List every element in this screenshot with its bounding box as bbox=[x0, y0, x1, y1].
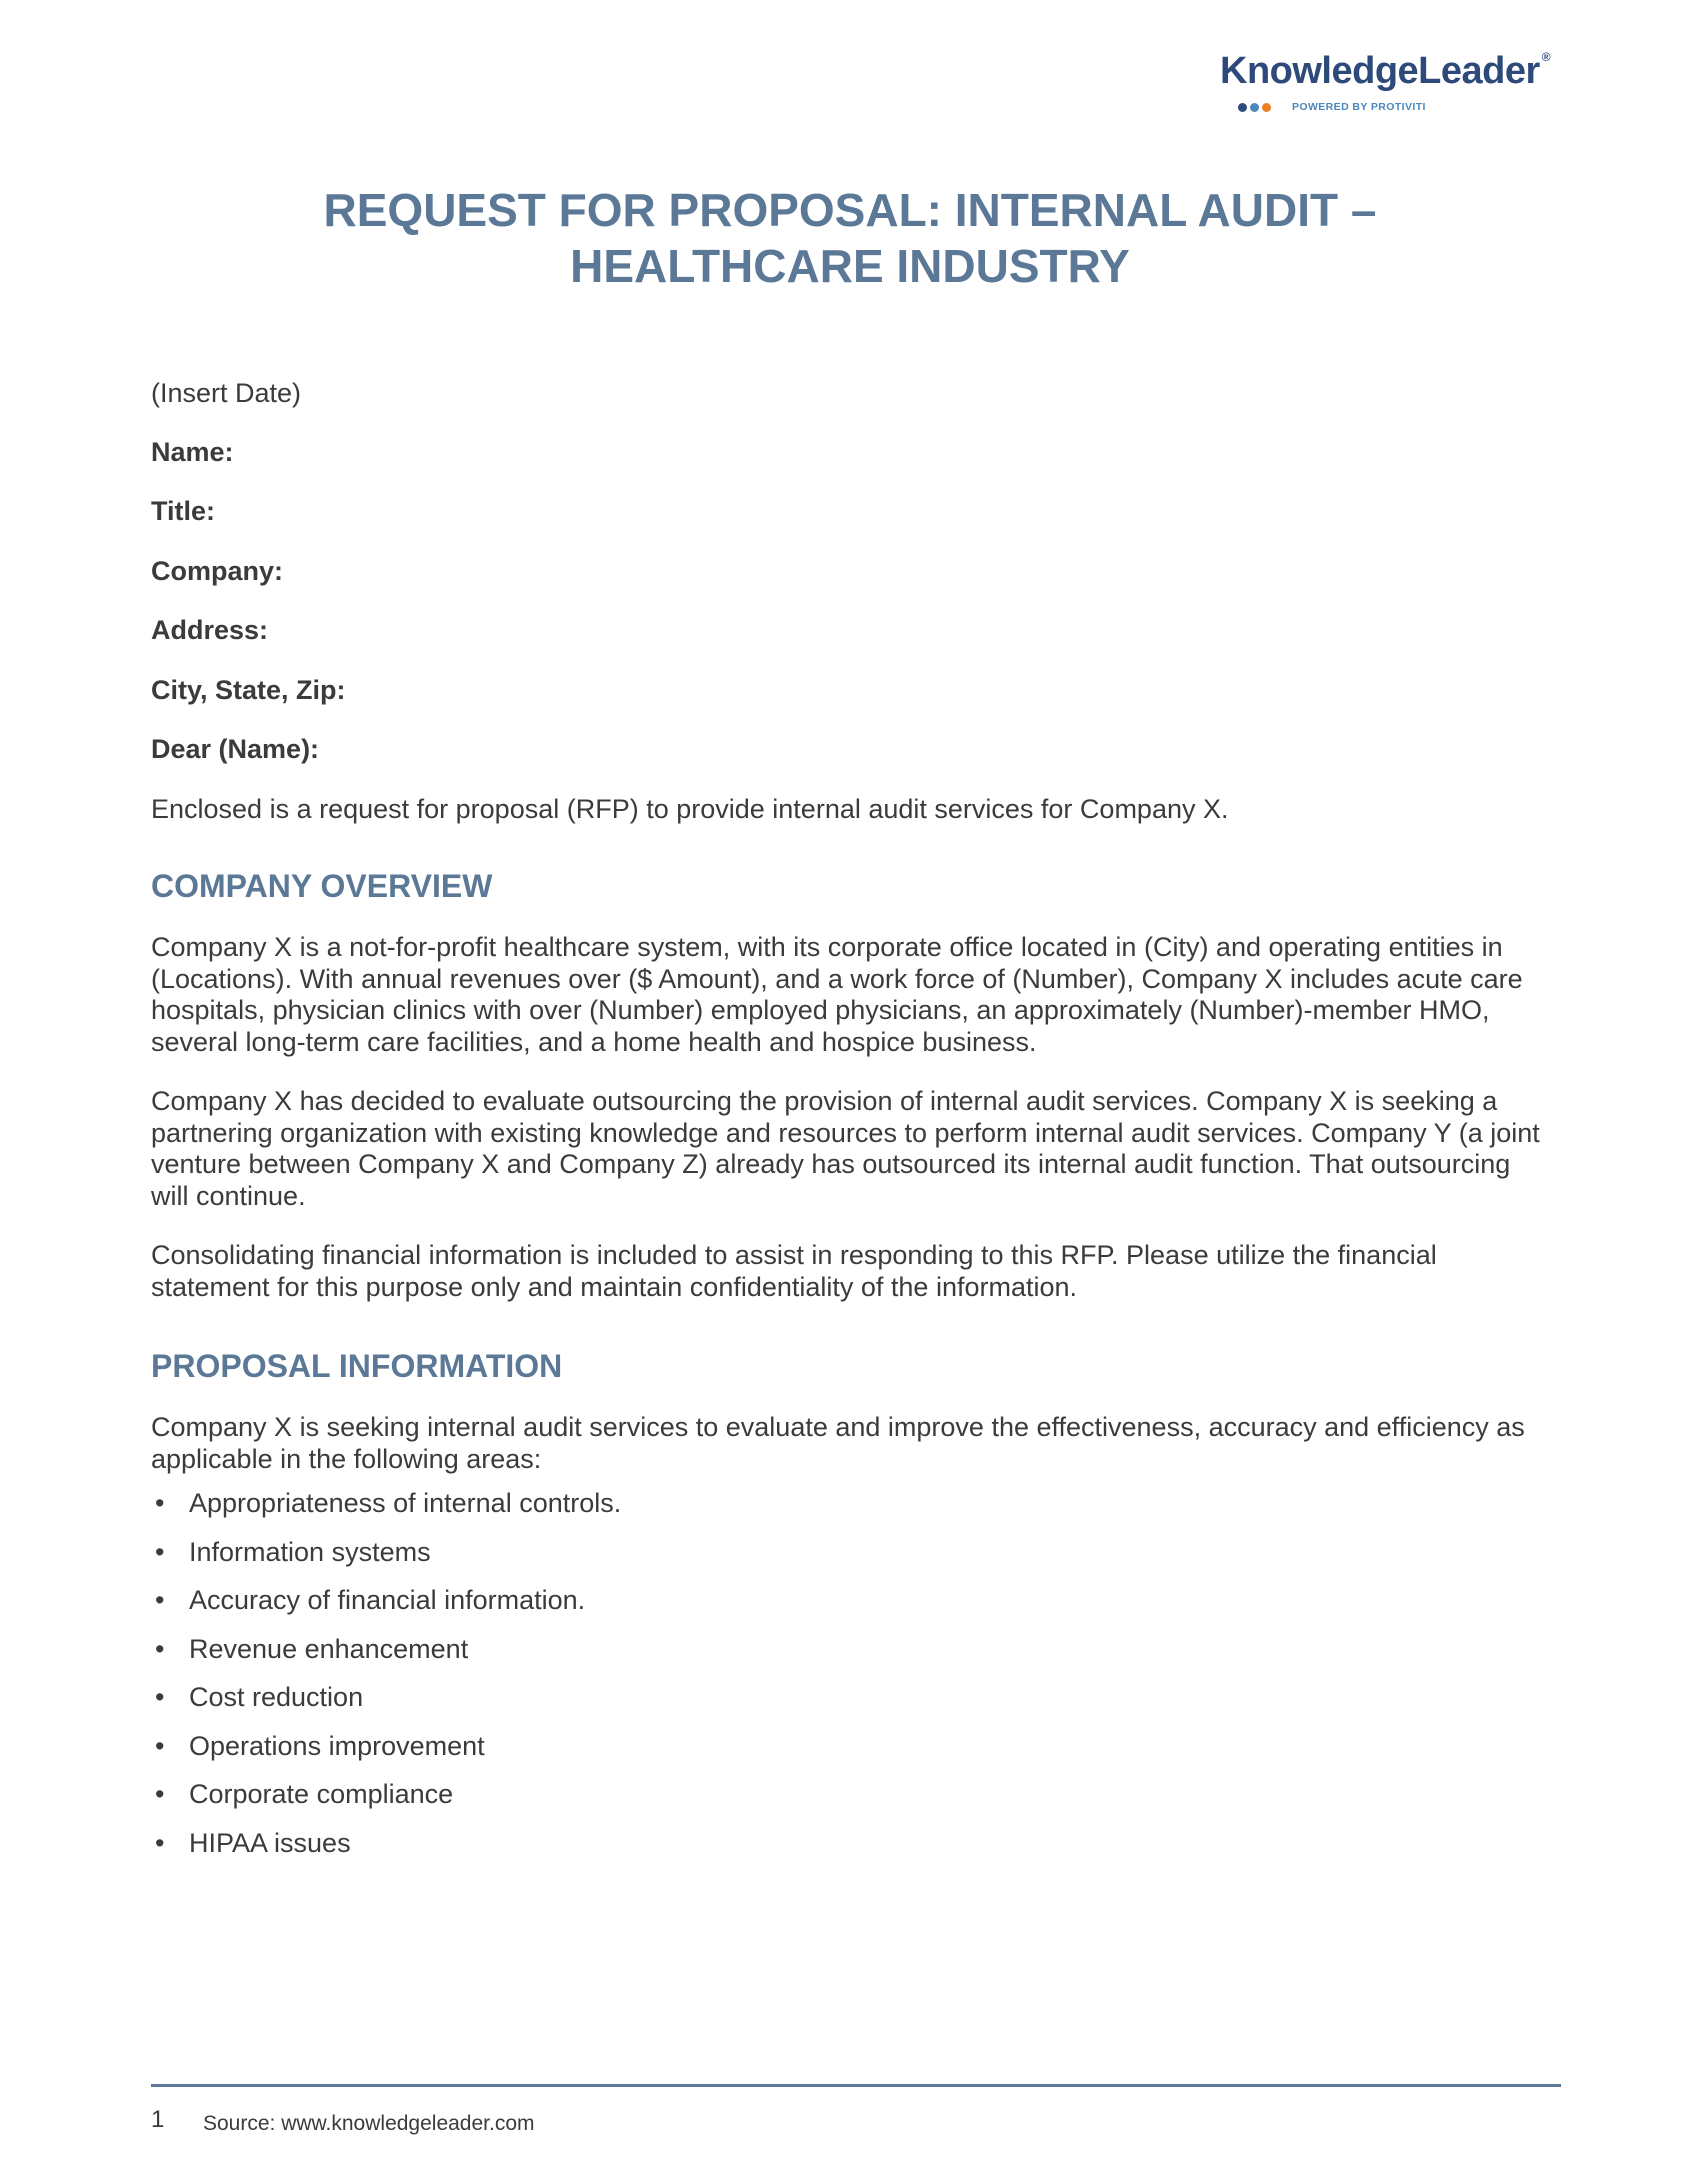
list-item: • Information systems bbox=[155, 1536, 431, 1567]
list-item: • HIPAA issues bbox=[155, 1827, 351, 1858]
proposal-areas-list bbox=[151, 1488, 621, 1876]
page-number: 1 bbox=[151, 2106, 165, 2133]
list-item: • Accuracy of financial information. bbox=[155, 1585, 586, 1615]
overview-paragraph-3: Consolidating financial information is included to assist in responding to this RFP. Please utilize the financial statement for this purpose only and maintain confidentiality of the information. bbox=[151, 1240, 1437, 1302]
list-item: • Appropriateness of internal controls. bbox=[155, 1488, 622, 1518]
insert-date: (Insert Date) bbox=[151, 378, 302, 408]
powered-by-text: POWERED BY PROTIVITI bbox=[1292, 101, 1426, 113]
document-title: REQUEST FOR PROPOSAL: INTERNAL AUDIT – HEALTHCARE INDUSTRY bbox=[323, 184, 1377, 292]
logo-dot-icon bbox=[1262, 103, 1271, 112]
knowledgeleader-logo bbox=[1220, 50, 1560, 113]
logo-wordmark: KnowledgeLeader ® bbox=[1220, 50, 1551, 92]
field-city-state-zip: City, State, Zip: bbox=[151, 675, 346, 705]
list-item: • Corporate compliance bbox=[155, 1779, 454, 1809]
company-overview-heading: COMPANY OVERVIEW bbox=[151, 868, 493, 904]
proposal-paragraph: Company X is seeking internal audit services to evaluate and improve the effectiveness, accuracy and efficiency as applicable in the following areas: bbox=[151, 1412, 1525, 1474]
intro-paragraph: Enclosed is a request for proposal (RFP) to provide internal audit services for Company X. bbox=[151, 794, 1229, 824]
logo-dot-icon bbox=[1250, 103, 1259, 112]
overview-paragraph-2: Company X has decided to evaluate outsourcing the provision of internal audit services. Company X is seeking a partnering organization with existing knowledge and resources to perform internal audit services. Company Y (a joint venture between Company X and Company Z) already has outsourced its internal audit function. That outsourcing will continue. bbox=[151, 1086, 1540, 1211]
footer-divider bbox=[151, 2084, 1561, 2087]
logo-dot-icon bbox=[1238, 103, 1247, 112]
overview-paragraph-1: Company X is a not-for-profit healthcare system, with its corporate office located in (City) and operating entities in (Locations). With annual revenues over ($ Amount), and a work force of (Number), Company X includes acute care hospitals, physician clinics with over (Number) employed physicians, an approximately (Number)-member HMO, several long-term care facilities, and a home health and hospice business. bbox=[151, 932, 1523, 1057]
list-item: • Operations improvement bbox=[155, 1730, 485, 1761]
field-company: Company: bbox=[151, 556, 284, 586]
source-link[interactable]: Source: www.knowledgeleader.com bbox=[203, 2112, 535, 2135]
proposal-information-heading: PROPOSAL INFORMATION bbox=[151, 1348, 563, 1384]
field-address: Address: bbox=[151, 615, 269, 645]
salutation: Dear (Name): bbox=[151, 734, 320, 764]
list-item: • Revenue enhancement bbox=[155, 1633, 469, 1664]
list-item: • Cost reduction bbox=[155, 1682, 364, 1712]
logo-tagline bbox=[1220, 101, 1560, 113]
field-name: Name: bbox=[151, 437, 234, 467]
field-title: Title: bbox=[151, 496, 216, 526]
